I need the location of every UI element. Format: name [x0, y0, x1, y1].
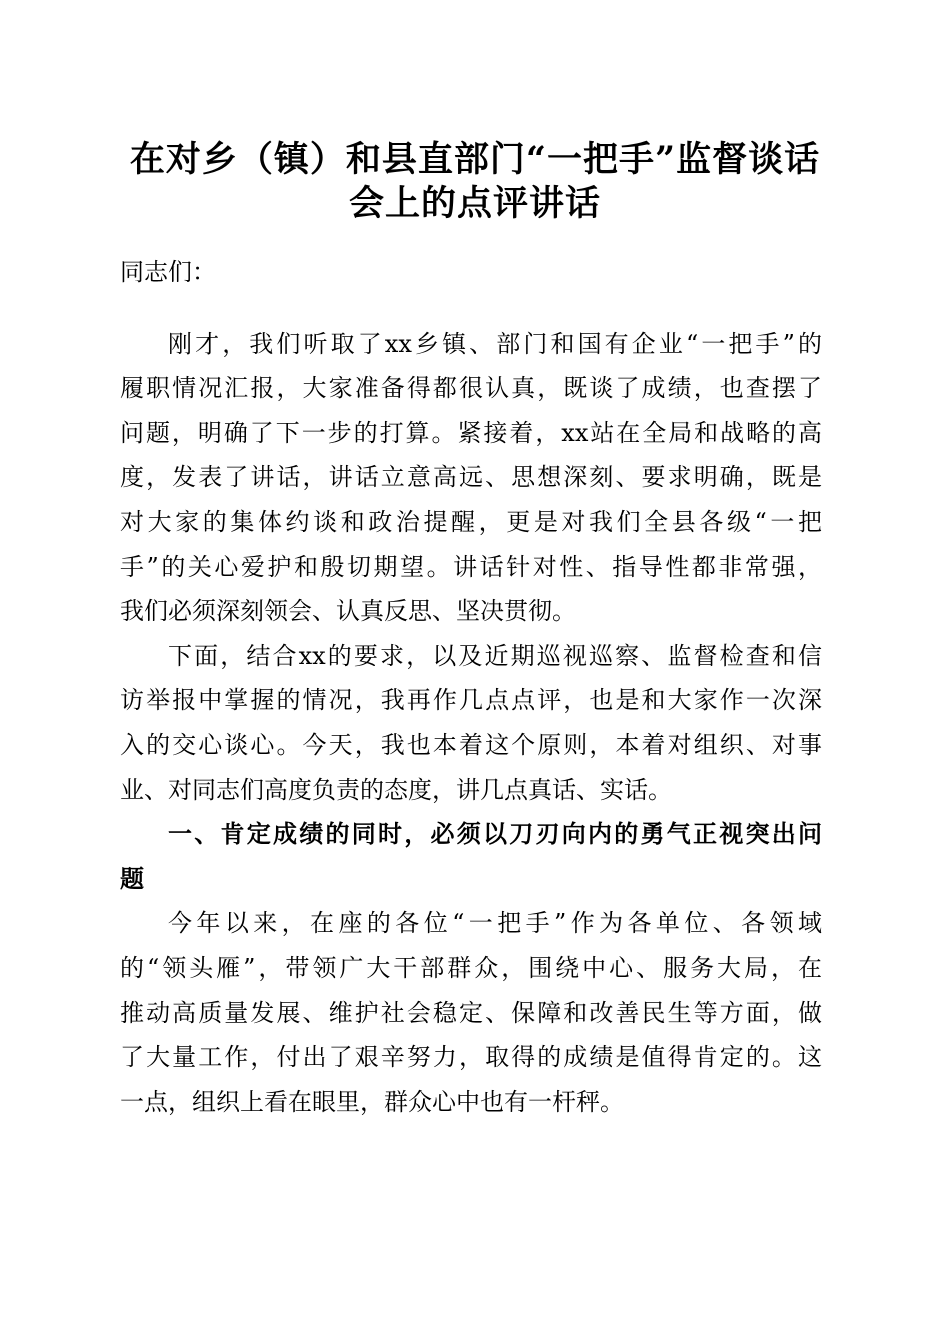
text-line: 履职情况汇报，大家准备得都很认真，既谈了成绩，也查摆了	[120, 374, 822, 403]
title-line-2: 会上的点评讲话	[348, 183, 601, 224]
text-line: 一点，组织上看在眼里，群众心中也有一杆秤。	[120, 1087, 624, 1116]
salutation: 同志们：	[120, 258, 216, 286]
title-line-1: 在对乡（镇）和县直部门“一把手”监督谈话	[129, 139, 821, 180]
text-line: 度，发表了讲话，讲话立意高远、思想深刻、要求明确，既是	[120, 463, 822, 492]
text-line: 问题，明确了下一步的打算。紧接着，xx站在全局和战略的高	[120, 418, 822, 447]
paragraph	[120, 901, 822, 1124]
text-line: 的“领头雁”，带领广大干部群众，围绕中心、服务大局，在	[120, 953, 822, 982]
section-heading	[120, 812, 822, 901]
text-line: 我们必须深刻领会、认真反思、坚决贯彻。	[120, 597, 576, 626]
text-line: 了大量工作，付出了艰辛努力，取得的成绩是值得肯定的。这	[120, 1043, 822, 1072]
text-line: 推动高质量发展、维护社会稳定、保障和改善民生等方面，做	[120, 998, 822, 1027]
document-title	[0, 138, 950, 226]
text-line: 一、肯定成绩的同时，必须以刀刃向内的勇气正视突出问	[168, 819, 822, 849]
text-line: 下面，结合xx的要求，以及近期巡视巡察、监督检查和信	[168, 641, 822, 670]
text-line: 刚才，我们听取了xx乡镇、部门和国有企业“一把手”的	[168, 329, 822, 358]
text-line: 题	[120, 863, 144, 893]
text-line: 业、对同志们高度负责的态度，讲几点真话、实话。	[120, 775, 672, 804]
text-line: 今年以来，在座的各位“一把手”作为各单位、各领域	[168, 909, 822, 938]
text-line: 入的交心谈心。今天，我也本着这个原则，本着对组织、对事	[120, 730, 822, 759]
text-line: 手”的关心爱护和殷切期望。讲话针对性、指导性都非常强，	[120, 552, 822, 581]
paragraph	[120, 634, 822, 812]
text-line: 访举报中掌握的情况，我再作几点点评，也是和大家作一次深	[120, 686, 822, 715]
document-body	[120, 250, 822, 1124]
paragraph	[120, 322, 822, 634]
text-line: 对大家的集体约谈和政治提醒，更是对我们全县各级“一把	[120, 507, 822, 536]
